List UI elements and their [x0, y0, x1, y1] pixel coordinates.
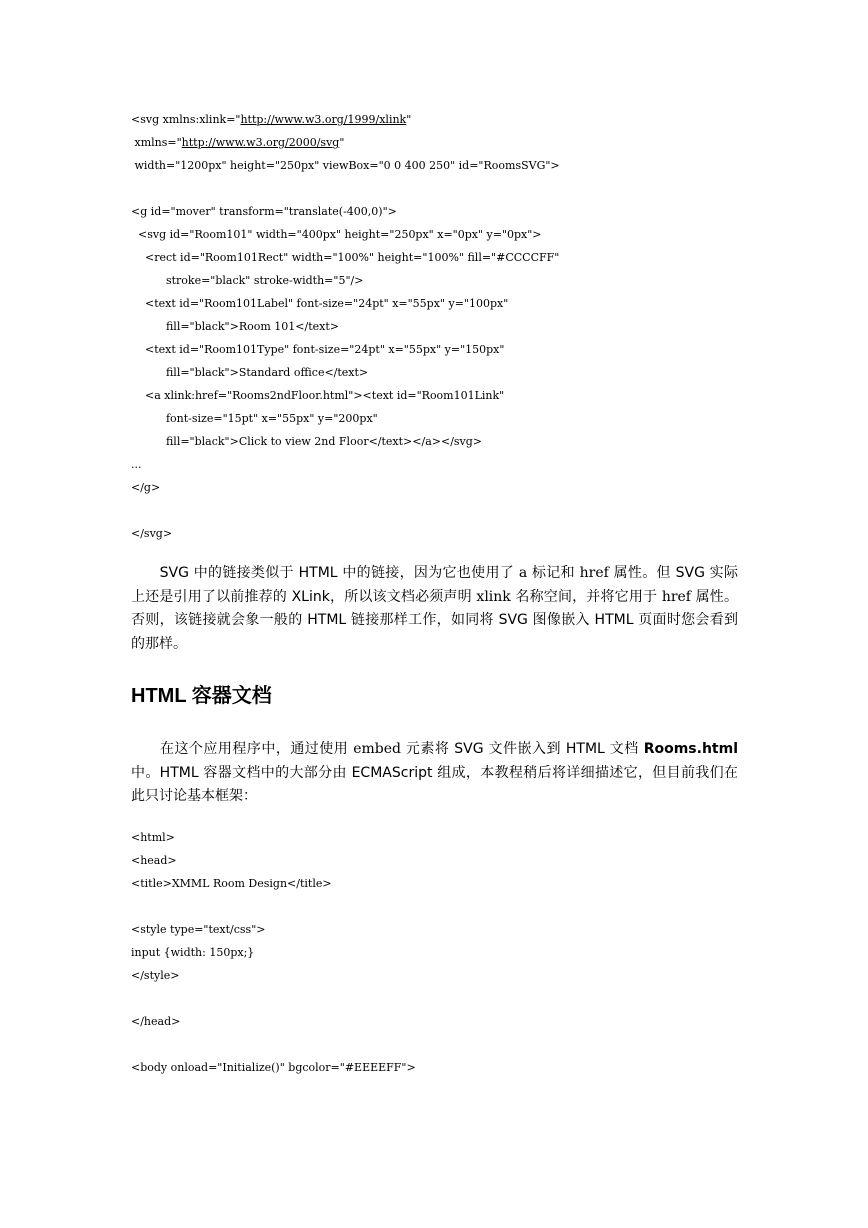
text-run: 名称空间，并将它用于	[510, 588, 662, 605]
svg-code-block	[131, 108, 560, 545]
code-line: width="1200px" height="250px" viewBox="0 0 400 250" id="RoomsSVG">	[131, 159, 560, 172]
namespace-link[interactable]: http://www.w3.org/1999/xlink	[240, 113, 407, 126]
code-line: </style>	[131, 969, 180, 982]
code-line: <text id="Room101Type" font-size="24pt" x="55px" y="150px"	[131, 343, 505, 356]
code-line	[131, 131, 560, 154]
code-line: <title>XMML Room Design</title>	[131, 877, 332, 890]
code-line: </svg>	[131, 527, 173, 540]
code-line: <style type="text/css">	[131, 923, 266, 936]
inline-code: embed	[353, 741, 401, 757]
code-line: <html>	[131, 831, 175, 844]
inline-code: href	[661, 588, 691, 605]
section-heading: HTML 容器文档	[131, 685, 272, 707]
bold-term: Rooms.html	[643, 741, 738, 757]
code-line: ...	[131, 458, 142, 471]
code-line: fill="black">Room 101</text>	[131, 320, 339, 333]
code-line: stroke="black" stroke-width="5"/>	[131, 274, 364, 287]
text-run: 在这个应用程序中，通过使用	[131, 741, 354, 757]
html-container-intro-paragraph	[131, 738, 738, 809]
html-code-block	[131, 826, 416, 1079]
code-text: <svg xmlns:xlink="	[131, 113, 241, 126]
inline-code: a	[518, 565, 528, 581]
code-line: <head>	[131, 854, 177, 867]
svg-link-explanation-paragraph	[131, 562, 738, 656]
code-line	[131, 1033, 416, 1056]
code-line: input {width: 150px;}	[131, 946, 255, 959]
code-line: fill="black">Standard office</text>	[131, 366, 369, 379]
text-run: SVG 中的链接类似于 HTML 中的链接，因为它也使用了	[131, 565, 519, 581]
text-run: 属性。但 SVG 实际上还是引用了以前推荐的 XLink，所以该文档必须声明	[131, 565, 738, 605]
code-line: <g id="mover" transform="translate(-400,0)">	[131, 205, 397, 218]
code-text: xmlns="	[131, 136, 182, 149]
inline-code: href	[579, 565, 609, 581]
code-line: <rect id="Room101Rect" width="100%" height="100%" fill="#CCCCFF"	[131, 251, 560, 264]
code-line: <svg id="Room101" width="400px" height="250px" x="0px" y="0px">	[131, 228, 542, 241]
code-line	[131, 895, 416, 918]
code-text: "	[406, 113, 412, 126]
code-line	[131, 987, 416, 1010]
text-run: 元素将 SVG 文件嵌入到 HTML 文档	[400, 741, 644, 757]
inline-code: xlink	[476, 588, 511, 605]
code-line: font-size="15pt" x="55px" y="200px"	[131, 412, 378, 425]
code-line	[131, 499, 560, 522]
code-line: <text id="Room101Label" font-size="24pt" x="55px" y="100px"	[131, 297, 509, 310]
code-line: <body onload="Initialize()" bgcolor="#EEEEFF">	[131, 1061, 416, 1074]
code-line: <a xlink:href="Rooms2ndFloor.html"><text id="Room101Link"	[131, 389, 505, 402]
code-text: "	[339, 136, 345, 149]
code-line: fill="black">Click to view 2nd Floor</text></a></svg>	[131, 435, 483, 448]
code-line: </g>	[131, 481, 161, 494]
text-run: 属性。否则，该链接就会象一般的 HTML 链接那样工作，如同将 SVG 图像嵌入 HTML 页面时您会看到的那样。	[131, 588, 738, 652]
text-run: 标记和	[527, 565, 580, 581]
code-line	[131, 108, 560, 131]
namespace-link[interactable]: http://www.w3.org/2000/svg	[181, 136, 340, 149]
code-line	[131, 177, 560, 200]
text-run: 中。HTML 容器文档中的大部分由 ECMAScript 组成，本教程稍后将详细描述它，但目前我们在此只讨论基本框架：	[131, 764, 738, 804]
code-line: </head>	[131, 1015, 181, 1028]
